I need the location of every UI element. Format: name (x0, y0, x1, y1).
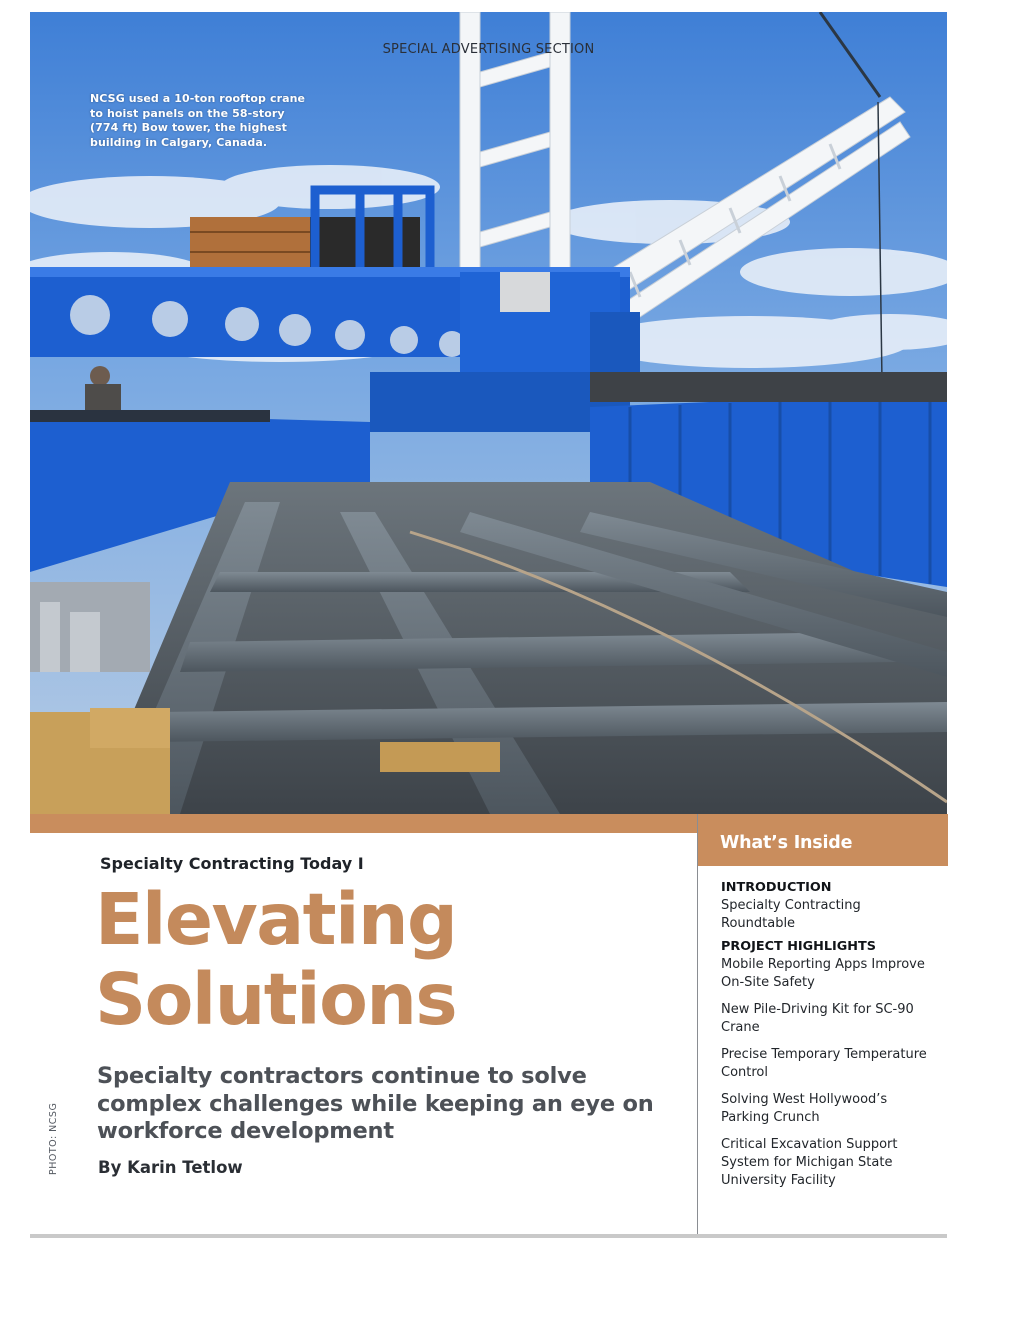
sidebar-title: What’s Inside (698, 814, 948, 866)
contents-item-title: Mobile Reporting Apps Improve On-Site Safety (721, 957, 925, 990)
advertising-section-label: SPECIAL ADVERTISING SECTION (382, 42, 595, 57)
contents-item[interactable] (721, 1001, 930, 1037)
headline-line-1: Elevating (95, 878, 457, 961)
photo-credit: PHOTO: NCSG (48, 1102, 59, 1175)
contents-item-title: Specialty Contracting Roundtable (721, 898, 861, 931)
contents-list (698, 866, 948, 1190)
contents-item[interactable] (721, 1136, 930, 1190)
contents-section-heading: PROJECT HIGHLIGHTS (721, 939, 876, 954)
contents-item-title: Solving West Hollywood’s Parking Crunch (721, 1092, 888, 1125)
headline-line-2: Solutions (95, 958, 457, 1041)
accent-strip (30, 814, 697, 833)
hero-photo (30, 12, 947, 814)
contents-item[interactable] (721, 1046, 930, 1082)
article-headline (95, 880, 456, 1040)
photo-caption: NCSG used a 10-ton rooftop crane to hoist panels on the 58-story (774 ft) Bow tower, the highest building in Calgary, Canada. (90, 92, 306, 149)
whats-inside-sidebar (697, 814, 948, 1234)
bottom-divider (30, 1234, 947, 1238)
contents-item-title: Critical Excavation Support System for Michigan State University Facility (721, 1137, 898, 1188)
contents-item[interactable] (721, 1091, 930, 1127)
contents-item-title: New Pile-Driving Kit for SC-90 Crane (721, 1002, 914, 1035)
contents-item-title: Precise Temporary Temperature Control (721, 1047, 927, 1080)
contents-item[interactable] (721, 938, 930, 992)
contents-item[interactable] (721, 879, 930, 933)
byline: By Karin Tetlow (98, 1158, 243, 1177)
article-dek: Specialty contractors continue to solve complex challenges while keeping an eye on workforce development (97, 1063, 654, 1144)
series-kicker: Specialty Contracting Today I (100, 854, 364, 873)
contents-section-heading: INTRODUCTION (721, 880, 832, 895)
